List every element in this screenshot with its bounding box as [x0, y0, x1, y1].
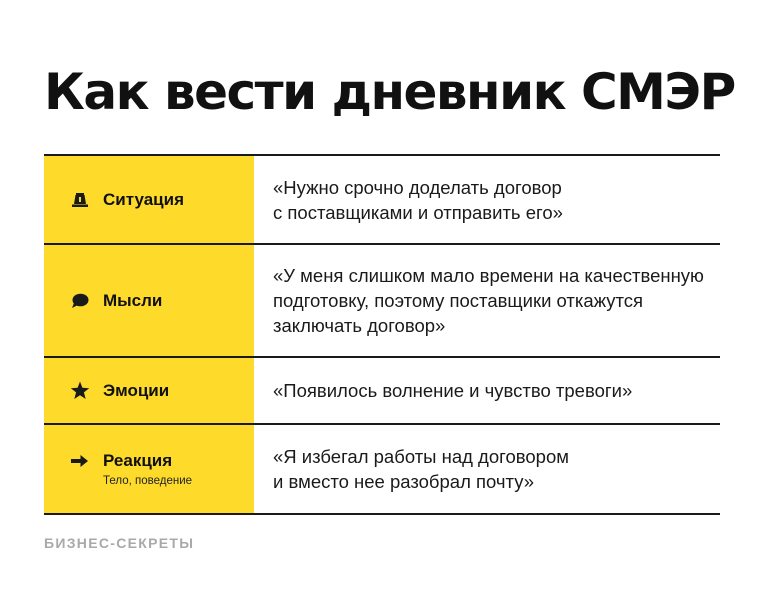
row-text-line: с поставщиками и отправить его»: [273, 201, 563, 223]
row-label-cell: [44, 425, 254, 513]
row-text-line: «У меня слишком мало времени на качественную: [273, 265, 704, 286]
row-text-cell: [254, 156, 720, 243]
bell-icon: [69, 190, 91, 210]
row-sublabel: Тело, поведение: [103, 474, 193, 487]
row-text-line: и вместо нее разобрал почту»: [273, 471, 534, 492]
row-text-cell: [254, 245, 720, 356]
row-text-cell: [254, 425, 720, 513]
star-icon: [69, 381, 91, 401]
row-label-cell: [44, 245, 254, 356]
row-label: Реакция: [103, 450, 173, 470]
smer-table: [44, 154, 720, 515]
row-label: Эмоции: [103, 380, 170, 400]
row-label-cell: [44, 156, 254, 243]
table-row-thoughts: [44, 245, 720, 358]
table-row-emotions: [44, 358, 720, 425]
table-row-situation: [44, 156, 720, 245]
row-text-line: заключать договор»: [273, 315, 446, 336]
row-text-line: подготовку, поэтому поставщики откажутся: [273, 290, 644, 311]
brand-footer: БИЗНЕС-СЕКРЕТЫ: [44, 535, 195, 551]
row-text-line: «Появилось волнение и чувство тревоги»: [273, 380, 633, 401]
row-text-line: «Я избегал работы над договором: [273, 446, 569, 467]
page-title: Как вести дневник СМЭР: [44, 63, 735, 121]
row-label-cell: [44, 358, 254, 423]
row-text-line: «Нужно срочно доделать договор: [273, 176, 562, 198]
row-label: Мысли: [103, 290, 163, 310]
arrow-right-icon: [69, 451, 91, 471]
speech-bubble-icon: [69, 291, 91, 311]
row-label: Ситуация: [103, 189, 184, 209]
row-text-cell: [254, 358, 720, 423]
table-row-reaction: [44, 425, 720, 515]
